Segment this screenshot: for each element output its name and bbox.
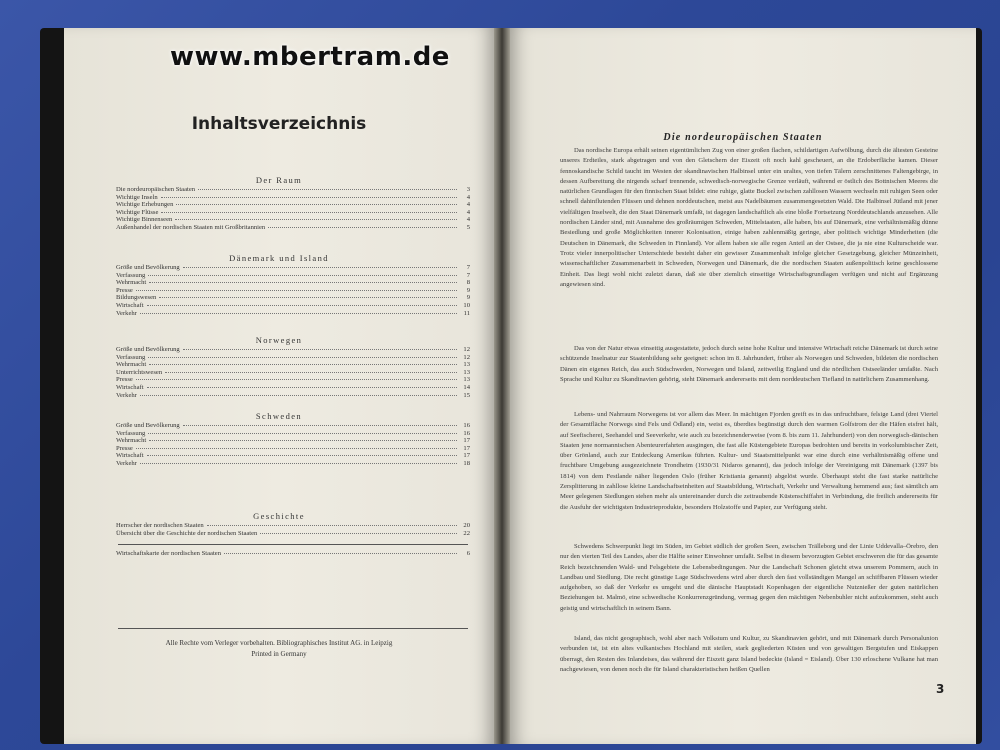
toc-entry bbox=[64, 460, 494, 468]
toc-entry bbox=[64, 264, 494, 272]
leader-dots bbox=[165, 372, 457, 373]
leader-dots bbox=[148, 275, 457, 276]
toc-entry-page: 4 bbox=[466, 201, 470, 209]
section-heading: Geschichte bbox=[253, 511, 305, 521]
section-heading: Der Raum bbox=[255, 175, 303, 185]
toc-entry-page: 5 bbox=[466, 223, 470, 231]
toc-entry-page: 9 bbox=[466, 286, 470, 294]
toc-entry-page: 11 bbox=[463, 309, 470, 317]
toc-entry-label: Verfassung bbox=[116, 353, 146, 361]
leader-dots bbox=[260, 533, 457, 534]
toc-entry bbox=[64, 437, 494, 445]
leader-dots bbox=[147, 387, 457, 388]
toc-entry-label: Wirtschaft bbox=[116, 383, 144, 391]
toc-entry-label: Größe und Bevölkerung bbox=[116, 346, 180, 353]
leader-dots bbox=[149, 440, 457, 441]
toc-entry bbox=[64, 445, 494, 453]
toc-entry bbox=[64, 279, 494, 287]
toc-entry bbox=[64, 201, 494, 209]
toc-entry-page: 22 bbox=[463, 529, 470, 537]
leader-dots bbox=[149, 364, 457, 365]
leader-dots bbox=[207, 525, 457, 526]
toc-entry bbox=[64, 346, 494, 354]
toc-entry-label: Bildungswesen bbox=[116, 294, 157, 302]
leader-dots bbox=[268, 227, 457, 228]
left-page bbox=[64, 28, 494, 744]
leader-dots bbox=[140, 463, 457, 464]
printed-in: Printed in Germany bbox=[251, 650, 307, 658]
paragraph: Lebens- und Nahrraum Norwegens ist vor allem das Meer. In mächtigen Fjorden greift es in das unfruchtbare, felsige Land (drei Viertel der Gesamtfläche Norwegs sind Fels und Ödland) ein, weist es, überdies begünstigt durch den warmen Golfstrom der die Häfen eisfrei hält, auf Seefischerei, Seehandel und Seeverkehr, wie auch zu bezeichnenderweise (vom 8. bis zum 11. Jahrhundert) von den norwegisch-dänischen Staaten jene normannischen Abenteurerfahrten ausgingen, die fast alle Küstengebiete Europas bedrohten und bereits in vorkolumbischer Zeit, über Grönland, auch zur Entdeckung Amerikas führten. Kultur- und Staatsmittelpunkt war eine durch eine verhältnismäßig offene und fruchtbare Umgebung ausgezeichnete Trondheim (1930/31 Nidaros genannt), das jedoch infolge der Vereinigung mit Dänemark (1397 bis 1814) von dem Festlande näher liegenden Oslo (früher Kristiania genannt) abgelöst wurde. Überhaupt steht die fast starke natürliche Zersplitterung in zahllose kleine Landschaftseinheiten auf Staatsbildung, Wirtschaft, Verkehr und Verwaltung hemmend aus; fast sämtlich am Meer gelegenen Siedlungen stehen mehr als untereinander durch die zeitraubende Küstenschiffahrt in Verbindung, die freilich andererseits für die Ausfuhr der wichtigsten Industrieprodukte, besonders Holzstoffe und Papier, zur Verfügung steht. bbox=[560, 411, 938, 511]
toc-entry-page: 16 bbox=[463, 429, 470, 437]
toc-entry bbox=[64, 392, 494, 400]
toc-entry-label: Die nordeuropäischen Staaten bbox=[116, 186, 196, 193]
toc-entry-page: 18 bbox=[463, 459, 470, 467]
toc-entry-page: 13 bbox=[463, 368, 470, 376]
toc-entry-label: Übersicht über die Geschichte der nordischen Staaten bbox=[116, 529, 258, 537]
toc-entry-label: Wichtige Flüsse bbox=[116, 208, 159, 216]
leader-dots bbox=[183, 425, 457, 426]
leader-dots bbox=[148, 433, 457, 434]
toc-entry bbox=[64, 452, 494, 460]
section-heading: Dänemark und Island bbox=[229, 253, 329, 263]
toc-entry-page: 17 bbox=[463, 452, 470, 460]
toc-entry-label: Wirtschaft bbox=[116, 452, 144, 460]
toc-entry-label: Presse bbox=[116, 376, 133, 384]
leader-dots bbox=[140, 395, 457, 396]
toc-entry bbox=[64, 550, 494, 558]
toc-entry bbox=[64, 287, 494, 295]
toc-entry bbox=[64, 209, 494, 217]
toc-entry bbox=[64, 384, 494, 392]
toc-section bbox=[64, 334, 494, 399]
toc-entry bbox=[64, 376, 494, 384]
toc-entry-label: Wehrmacht bbox=[116, 279, 147, 287]
toc-entry bbox=[64, 369, 494, 377]
leader-dots bbox=[136, 290, 457, 291]
toc-entry-page: 4 bbox=[466, 216, 470, 224]
paragraph: Das nordische Europa erhält seinen eigentümlichen Zug von einer großen flachen, schildartigen Aufwölbung, durch die ältesten Gesteine unseres Erdteiles, stark abgetragen und von den Gletschern der Eiszeit oft noch kahl gescheuert, an die Erdoberfläche kamen. Dieser fennoskandische Schild taucht im Westen der skandinavischen Halbinsel unter ein uraltes, von tiefen Tälern zerschnittenes Faltengebirge, in dessen Aufbereitung die nirgends scharf trennende, schwedisch-norwegische Grenze verläuft, während er östlich des Bottnischen Meeres die natürlichen Grundlagen für den finnischen Staat bildet: eine ruhige, glatte Buckel zwischen zahllosen Wassern wechseln mit ruhigen Seen oder schnell dahinflutenden Flüssen und dehnen norddeutschen, meist aus Nadelbäumen zusammengesetzten Wald. Die Halbinsel Jütland mit jener vielfältigen Inselwelt, die den Staat Dänemark umfaßt, ist dagegen landschaftlich als eine bloße Fortsetzung Norddeutschlands anzusehen. Alle nordischen Länder sind, mit Ausnahme des großräumigen Schweden, Mittelstaaten, alle haben, bis auf Dänemark, eine verhältnismäßig dünne Besiedlung und große Möglichkeiten innerer Kolonisation, einige haben zahlenmäßig geringe, aber politisch wichtige Minderheiten (die Deutschen in Dänemark, die Schweden in Finnland). Vor allem haben sie alle regen Anteil an der Ostsee, die ja nie eine Kulturscheide war. Trotz vieler innerpolitischer Unterschiede besteht daher ein gewisser Zusammenhalt infolge gleicher Gesetzgebung, gleicher Münzeinheit, wissenschaftlicher Zusammenarbeit in Schweden, Norwegen und Dänemark, die die nordischen Staaten außenpolitisch keine geschlossene Einheit. Das liegt wohl nicht zuletzt daran, daß sie über ziemlich einseitige Wirtschaftsgrundlagen verfügen und nicht auf Ergänzung angewiesen sind. bbox=[560, 147, 938, 288]
toc-entry-page: 16 bbox=[463, 422, 470, 429]
leader-dots bbox=[183, 267, 457, 268]
toc-entry-page: 6 bbox=[466, 550, 470, 557]
toc-entry-page: 7 bbox=[466, 264, 470, 271]
watermark-logo: www.mbertram.de bbox=[170, 42, 450, 72]
toc-entry-label: Verkehr bbox=[116, 391, 137, 399]
paragraph: Schwedens Schwerpunkt liegt im Süden, im Gebiet südlich der großen Seen, zwischen Trälleborg und der Linie Uddevalla–Örebro, den nur den vierten Teil des Landes, aber die Hälfte seiner Einwohner umfaßt. Selbst in diesem bevorzugten Gebiet erschweren die für das gesamte Reich bezeichnenden Wald- und Felsgebiete die Lebensbedingungen. Nur die Landschaft Schonen gleicht etwa unserem Pommern, auch in Landbau und Siedlung. Die recht günstige Lage Südschwedens wird aber durch den fast vollständigen Mangel an schiffbaren Flüssen wieder aufgehoben, so daß der Verkehr es umgeht und die dänische Hauptstadt Kopenhagen der eigentliche Nutznießer der guten natürlichen Beziehungen ist. Malmö, eine schwedische Konkurrenzgründung, vermag gegen den mächtigen Nebenbuhler nicht aufzukommen, steht auch geistig und wirtschaftlich in seinem Bann. bbox=[560, 543, 938, 612]
toc-entry-label: Verkehr bbox=[116, 309, 137, 317]
leader-dots bbox=[161, 197, 457, 198]
divider bbox=[118, 628, 468, 629]
toc-entry-page: 20 bbox=[463, 522, 470, 529]
toc-entry-page: 17 bbox=[463, 437, 470, 445]
toc-entry-label: Außenhandel der nordischen Staaten mit Großbritannien bbox=[116, 223, 266, 231]
toc-entry-label: Wirtschaftskarte der nordischen Staaten bbox=[116, 550, 222, 557]
leader-dots bbox=[161, 212, 457, 213]
divider bbox=[118, 544, 468, 545]
toc-entry-label: Herrscher der nordischen Staaten bbox=[116, 522, 204, 529]
toc-entry-label: Wehrmacht bbox=[116, 437, 147, 445]
toc-entry-label: Verfassung bbox=[116, 271, 146, 279]
toc-entry-page: 3 bbox=[466, 186, 470, 193]
toc-entry bbox=[64, 272, 494, 280]
toc-entry-page: 4 bbox=[466, 208, 470, 216]
toc-entry-page: 8 bbox=[466, 279, 470, 287]
toc-entry-page: 13 bbox=[463, 376, 470, 384]
toc-entry bbox=[64, 216, 494, 224]
toc-entry-page: 14 bbox=[463, 383, 470, 391]
leader-dots bbox=[175, 219, 457, 220]
toc-entry bbox=[64, 522, 494, 530]
leader-dots bbox=[183, 349, 457, 350]
toc-section bbox=[64, 510, 494, 537]
rights-notice bbox=[64, 638, 494, 660]
toc-entry-label: Wichtige Inseln bbox=[116, 193, 158, 201]
toc-entry-label: Verfassung bbox=[116, 429, 146, 437]
toc-entry-page: 4 bbox=[466, 193, 470, 201]
toc-title: Inhaltsverzeichnis bbox=[191, 114, 367, 134]
toc-entry-page: 17 bbox=[463, 444, 470, 452]
toc-entry-page: 10 bbox=[463, 301, 470, 309]
leader-dots bbox=[148, 357, 457, 358]
toc-section bbox=[64, 174, 494, 232]
toc-entry-page: 7 bbox=[466, 271, 470, 279]
toc-section bbox=[64, 252, 494, 317]
section-heading: Norwegen bbox=[255, 335, 303, 345]
toc-entry-page: 13 bbox=[463, 361, 470, 369]
toc-entry bbox=[64, 354, 494, 362]
leader-dots bbox=[147, 305, 457, 306]
leader-dots bbox=[224, 553, 457, 554]
leader-dots bbox=[147, 455, 457, 456]
toc-entry-page: 9 bbox=[466, 294, 470, 302]
toc-entry-label: Verkehr bbox=[116, 459, 137, 467]
toc-entry-label: Presse bbox=[116, 286, 133, 294]
leader-dots bbox=[149, 282, 457, 283]
right-page bbox=[510, 28, 976, 744]
leader-dots bbox=[136, 379, 457, 380]
toc-section bbox=[64, 410, 494, 468]
toc-entry bbox=[64, 361, 494, 369]
toc-entry-page: 12 bbox=[463, 346, 470, 353]
toc-entry-label: Wirtschaft bbox=[116, 301, 144, 309]
article-title: Die nordeuropäischen Staaten bbox=[663, 132, 823, 143]
toc-entry-label: Wichtige Erhebungen bbox=[116, 201, 174, 209]
toc-entry-page: 12 bbox=[463, 353, 470, 361]
spine-gutter bbox=[494, 28, 510, 744]
toc-entry-label: Unterrichtswesen bbox=[116, 368, 163, 376]
paragraph: Island, das nicht geographisch, wohl aber nach Volkstum und Kultur, zu Skandinavien gehört, und mit Dänemark durch Personalunion verbunden ist, ist ein altes vulkanisches Hochland mit steilen, stark gegliederten Küsten und von gewaltigen Bergstufen und Eiskappen überragt, den Resten des Inlandeises, das während der Eiszeit ganz Island bedeckte (Island = Eisland). Über 130 erloschene Vulkane hat man nachgewiesen, von denen noch die für Island charakteristischen heißen Quellen bbox=[560, 635, 938, 673]
booklet bbox=[40, 28, 982, 744]
section-heading: Schweden bbox=[255, 411, 303, 421]
page-number: 3 bbox=[936, 682, 945, 696]
toc-entry-label: Größe und Bevölkerung bbox=[116, 264, 180, 271]
leader-dots bbox=[136, 448, 457, 449]
rights-line: Alle Rechte vom Verleger vorbehalten. Bibliographisches Institut AG. in Leipzig bbox=[165, 639, 393, 647]
toc-section bbox=[64, 550, 494, 558]
toc-entry-label: Wehrmacht bbox=[116, 361, 147, 369]
leader-dots bbox=[176, 204, 457, 205]
leader-dots bbox=[159, 297, 457, 298]
leader-dots bbox=[198, 189, 457, 190]
leader-dots bbox=[140, 313, 457, 314]
toc-entry bbox=[64, 186, 494, 194]
paragraph: Das von der Natur etwas einseitig ausgestattete, jedoch durch seine hohe Kultur und intensive Wirtschaft reiche Dänemark ist durch seine schützende Inselnatur zur Staatenbildung sehr geeignet: schon im 8. Jahrhundert, früher als Norwegen und Schweden, bildeten die nordischen Dänen ein eigenes Reich, das auch Südschweden, Norwegen und Island, zeitweilig England und die nördlichen Ostseeländer umfaßte. Nach Sprache und Kultur zu Skandinavien gehörig, steht Dänemark andererseits mit dem norddeutschen Tiefland in natürlichem Zusammenhang. bbox=[560, 345, 938, 383]
toc-entry-page: 15 bbox=[463, 391, 470, 399]
toc-entry bbox=[64, 224, 494, 232]
toc-entry-label: Größe und Bevölkerung bbox=[116, 422, 180, 429]
toc-entry bbox=[64, 422, 494, 430]
toc-entry bbox=[64, 294, 494, 302]
toc-entry bbox=[64, 430, 494, 438]
toc-entry bbox=[64, 310, 494, 318]
toc-entry bbox=[64, 302, 494, 310]
toc-entry-label: Presse bbox=[116, 444, 133, 452]
toc-entry-label: Wichtige Binnenseen bbox=[116, 216, 173, 224]
toc-entry bbox=[64, 194, 494, 202]
toc-entry bbox=[64, 530, 494, 538]
